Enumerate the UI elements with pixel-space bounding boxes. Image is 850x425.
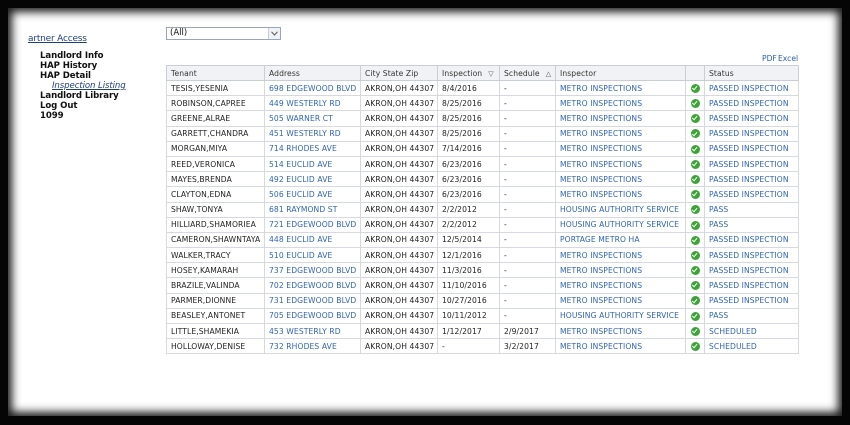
column-header-address[interactable]: Address	[265, 66, 361, 81]
city-state-zip-cell: AKRON,OH 44307	[361, 217, 438, 232]
address-link[interactable]: 737 EDGEWOOD BLVD	[265, 263, 361, 278]
table-row	[167, 339, 799, 354]
table-row	[167, 232, 799, 247]
partner-access-link[interactable]: artner Access	[28, 34, 87, 44]
address-link[interactable]: 453 WESTERLY RD	[265, 324, 361, 339]
city-state-zip-cell: AKRON,OH 44307	[361, 232, 438, 247]
inspection-date-cell: 12/5/2014	[438, 232, 500, 247]
tenant-cell: GARRETT,CHANDRA	[167, 126, 265, 141]
status-icon-cell	[686, 278, 705, 293]
inspection-date-cell: 2/2/2012	[438, 217, 500, 232]
inspector-link[interactable]: PORTAGE METRO HA	[556, 232, 686, 247]
sort-descending-icon[interactable]: ▽	[488, 69, 494, 78]
tenant-cell: HOLLOWAY,DENISE	[167, 339, 265, 354]
status-link[interactable]: PASS	[705, 202, 799, 217]
column-header-inspector[interactable]: Inspector	[556, 66, 686, 81]
inspection-date-cell: 8/4/2016	[438, 81, 500, 96]
status-link[interactable]: PASSED INSPECTION	[705, 156, 799, 171]
inspection-date-cell: -	[438, 339, 500, 354]
column-header-inspection-label: Inspection	[442, 68, 483, 78]
status-link[interactable]: PASSED INSPECTION	[705, 187, 799, 202]
inspection-date-cell: 1/12/2017	[438, 324, 500, 339]
column-header-icon	[686, 66, 705, 81]
city-state-zip-cell: AKRON,OH 44307	[361, 202, 438, 217]
green-check-circle-icon	[691, 221, 700, 230]
inspector-link[interactable]: METRO INSPECTIONS	[556, 248, 686, 263]
inspector-link[interactable]: HOUSING AUTHORITY SERVICE	[556, 308, 686, 323]
address-link[interactable]: 731 EDGEWOOD BLVD	[265, 293, 361, 308]
green-check-circle-icon	[691, 114, 700, 123]
tenant-cell: HILLIARD,SHAMORIEA	[167, 217, 265, 232]
export-pdf-link[interactable]: PDF	[762, 54, 777, 63]
status-link[interactable]: SCHEDULED	[705, 339, 799, 354]
tenant-cell: CAMERON,SHAWNTAYA	[167, 232, 265, 247]
status-icon-cell	[686, 232, 705, 247]
status-link[interactable]: PASSED INSPECTION	[705, 172, 799, 187]
tenant-cell: REED,VERONICA	[167, 156, 265, 171]
status-icon-cell	[686, 156, 705, 171]
status-icon-cell	[686, 187, 705, 202]
status-icon-cell	[686, 111, 705, 126]
table-row	[167, 111, 799, 126]
city-state-zip-cell: AKRON,OH 44307	[361, 141, 438, 156]
inspector-link[interactable]: METRO INSPECTIONS	[556, 96, 686, 111]
address-link[interactable]: 698 EDGEWOOD BLVD	[265, 81, 361, 96]
status-link[interactable]: PASS	[705, 308, 799, 323]
inspector-link[interactable]: METRO INSPECTIONS	[556, 324, 686, 339]
table-row	[167, 217, 799, 232]
green-check-circle-icon	[691, 175, 700, 184]
column-header-status[interactable]: Status	[705, 66, 799, 81]
green-check-circle-icon	[691, 190, 700, 199]
address-link[interactable]: 702 EDGEWOOD BLVD	[265, 278, 361, 293]
inspector-link[interactable]: HOUSING AUTHORITY SERVICE	[556, 217, 686, 232]
city-state-zip-cell: AKRON,OH 44307	[361, 339, 438, 354]
address-link[interactable]: 505 WARNER CT	[265, 111, 361, 126]
inspector-link[interactable]: METRO INSPECTIONS	[556, 156, 686, 171]
inspector-link[interactable]: METRO INSPECTIONS	[556, 293, 686, 308]
table-row	[167, 324, 799, 339]
table-row	[167, 187, 799, 202]
inspection-date-cell: 8/25/2016	[438, 111, 500, 126]
tenant-cell: ROBINSON,CAPREE	[167, 96, 265, 111]
status-link[interactable]: PASSED INSPECTION	[705, 111, 799, 126]
inspection-date-cell: 6/23/2016	[438, 187, 500, 202]
sidebar-item-landlord-library[interactable]: Landlord Library	[40, 91, 119, 101]
schedule-date-cell: -	[500, 187, 556, 202]
city-state-zip-cell: AKRON,OH 44307	[361, 324, 438, 339]
schedule-date-cell: -	[500, 202, 556, 217]
inspector-link[interactable]: METRO INSPECTIONS	[556, 278, 686, 293]
inspector-link[interactable]: HOUSING AUTHORITY SERVICE	[556, 202, 686, 217]
status-icon-cell	[686, 81, 705, 96]
schedule-date-cell: -	[500, 141, 556, 156]
status-icon-cell	[686, 96, 705, 111]
table-row	[167, 263, 799, 278]
table-row	[167, 141, 799, 156]
city-state-zip-cell: AKRON,OH 44307	[361, 126, 438, 141]
city-state-zip-cell: AKRON,OH 44307	[361, 293, 438, 308]
table-row	[167, 96, 799, 111]
tenant-cell: MAYES,BRENDA	[167, 172, 265, 187]
inspector-link[interactable]: METRO INSPECTIONS	[556, 141, 686, 156]
inspection-date-cell: 11/10/2016	[438, 278, 500, 293]
green-check-circle-icon	[691, 312, 700, 321]
schedule-date-cell: -	[500, 217, 556, 232]
schedule-date-cell: -	[500, 96, 556, 111]
city-state-zip-cell: AKRON,OH 44307	[361, 263, 438, 278]
status-icon-cell	[686, 263, 705, 278]
table-row	[167, 278, 799, 293]
tenant-cell: BRAZILE,VALINDA	[167, 278, 265, 293]
inspector-link[interactable]: METRO INSPECTIONS	[556, 111, 686, 126]
schedule-date-cell: -	[500, 232, 556, 247]
inspection-date-cell: 11/3/2016	[438, 263, 500, 278]
sort-ascending-icon[interactable]: △	[545, 69, 552, 78]
status-link[interactable]: PASSED INSPECTION	[705, 263, 799, 278]
status-link[interactable]: PASSED INSPECTION	[705, 81, 799, 96]
address-link[interactable]: 681 RAYMOND ST	[265, 202, 361, 217]
status-icon-cell	[686, 202, 705, 217]
status-icon-cell	[686, 172, 705, 187]
city-state-zip-cell: AKRON,OH 44307	[361, 308, 438, 323]
table-row	[167, 202, 799, 217]
green-check-circle-icon	[691, 160, 700, 169]
schedule-date-cell: -	[500, 111, 556, 126]
inspector-link[interactable]: METRO INSPECTIONS	[556, 81, 686, 96]
table-row	[167, 81, 799, 96]
status-icon-cell	[686, 217, 705, 232]
table-row	[167, 293, 799, 308]
sidebar-item-1099[interactable]: 1099	[40, 111, 64, 121]
city-state-zip-cell: AKRON,OH 44307	[361, 187, 438, 202]
status-link[interactable]: PASSED INSPECTION	[705, 232, 799, 247]
status-icon-cell	[686, 324, 705, 339]
tenant-cell: BEASLEY,ANTONET	[167, 308, 265, 323]
status-icon-cell	[686, 141, 705, 156]
table-header-row	[167, 66, 799, 81]
chevron-down-icon[interactable]	[268, 28, 280, 39]
status-link[interactable]: PASSED INSPECTION	[705, 293, 799, 308]
schedule-date-cell: 3/2/2017	[500, 339, 556, 354]
sidebar-item-hap-detail[interactable]: HAP Detail	[40, 71, 91, 81]
inspection-table	[166, 65, 799, 354]
column-header-schedule[interactable]	[500, 66, 556, 81]
green-check-circle-icon	[691, 236, 700, 245]
schedule-date-cell: -	[500, 172, 556, 187]
tenant-cell: MORGAN,MIYA	[167, 141, 265, 156]
sidebar-item-landlord-info[interactable]: Landlord Info	[40, 51, 104, 61]
inspection-date-cell: 12/1/2016	[438, 248, 500, 263]
address-link[interactable]: 506 EUCLID AVE	[265, 187, 361, 202]
column-header-inspection[interactable]	[438, 66, 500, 81]
status-filter-value: (All)	[170, 28, 188, 38]
tenant-cell: PARMER,DIONNE	[167, 293, 265, 308]
table-row	[167, 156, 799, 171]
status-icon-cell	[686, 293, 705, 308]
status-icon-cell	[686, 339, 705, 354]
tenant-cell: HOSEY,KAMARAH	[167, 263, 265, 278]
inspection-date-cell: 2/2/2012	[438, 202, 500, 217]
status-icon-cell	[686, 248, 705, 263]
table-row	[167, 308, 799, 323]
address-link[interactable]: 705 EDGEWOOD BLVD	[265, 308, 361, 323]
inspection-date-cell: 7/14/2016	[438, 141, 500, 156]
address-link[interactable]: 449 WESTERLY RD	[265, 96, 361, 111]
green-check-circle-icon	[691, 251, 700, 260]
app-frame	[8, 8, 842, 416]
status-link[interactable]: PASSED INSPECTION	[705, 96, 799, 111]
inspector-link[interactable]: METRO INSPECTIONS	[556, 339, 686, 354]
schedule-date-cell: -	[500, 293, 556, 308]
city-state-zip-cell: AKRON,OH 44307	[361, 111, 438, 126]
green-check-circle-icon	[691, 296, 700, 305]
sidebar-item-inspection-listing[interactable]: Inspection Listing	[52, 81, 126, 91]
table-row	[167, 172, 799, 187]
sidebar-item-log-out[interactable]: Log Out	[40, 101, 78, 111]
inspector-link[interactable]: METRO INSPECTIONS	[556, 126, 686, 141]
status-link[interactable]: PASSED INSPECTION	[705, 248, 799, 263]
tenant-cell: SHAW,TONYA	[167, 202, 265, 217]
sidebar-nav	[40, 51, 126, 121]
address-link[interactable]: 721 EDGEWOOD BLVD	[265, 217, 361, 232]
address-link[interactable]: 448 EUCLID AVE	[265, 232, 361, 247]
address-link[interactable]: 492 EUCLID AVE	[265, 172, 361, 187]
city-state-zip-cell: AKRON,OH 44307	[361, 278, 438, 293]
address-link[interactable]: 451 WESTERLY RD	[265, 126, 361, 141]
inspection-date-cell: 6/23/2016	[438, 156, 500, 171]
table-row	[167, 126, 799, 141]
column-header-city-state-zip[interactable]: City State Zip	[361, 66, 438, 81]
green-check-circle-icon	[691, 266, 700, 275]
green-check-circle-icon	[691, 205, 700, 214]
city-state-zip-cell: AKRON,OH 44307	[361, 96, 438, 111]
status-link[interactable]: PASSED INSPECTION	[705, 126, 799, 141]
table-row	[167, 248, 799, 263]
status-link[interactable]: PASSED INSPECTION	[705, 141, 799, 156]
address-link[interactable]: 514 EUCLID AVE	[265, 156, 361, 171]
schedule-date-cell: -	[500, 278, 556, 293]
green-check-circle-icon	[691, 327, 700, 336]
status-link[interactable]: SCHEDULED	[705, 324, 799, 339]
status-icon-cell	[686, 126, 705, 141]
inspection-date-cell: 8/25/2016	[438, 126, 500, 141]
status-filter-select[interactable]	[166, 27, 281, 40]
address-link[interactable]: 732 RHODES AVE	[265, 339, 361, 354]
inspection-date-cell: 8/25/2016	[438, 96, 500, 111]
green-check-circle-icon	[691, 145, 700, 154]
tenant-cell: CLAYTON,EDNA	[167, 187, 265, 202]
city-state-zip-cell: AKRON,OH 44307	[361, 172, 438, 187]
column-header-tenant[interactable]: Tenant	[167, 66, 265, 81]
green-check-circle-icon	[691, 129, 700, 138]
inspection-date-cell: 10/11/2012	[438, 308, 500, 323]
green-check-circle-icon	[691, 84, 700, 93]
status-link[interactable]: PASSED INSPECTION	[705, 278, 799, 293]
schedule-date-cell: -	[500, 156, 556, 171]
schedule-date-cell: 2/9/2017	[500, 324, 556, 339]
green-check-circle-icon	[691, 342, 700, 351]
address-link[interactable]: 714 RHODES AVE	[265, 141, 361, 156]
city-state-zip-cell: AKRON,OH 44307	[361, 248, 438, 263]
inspection-date-cell: 6/23/2016	[438, 172, 500, 187]
city-state-zip-cell: AKRON,OH 44307	[361, 156, 438, 171]
schedule-date-cell: -	[500, 263, 556, 278]
tenant-cell: TESIS,YESENIA	[167, 81, 265, 96]
inspection-date-cell: 10/27/2016	[438, 293, 500, 308]
schedule-date-cell: -	[500, 308, 556, 323]
schedule-date-cell: -	[500, 126, 556, 141]
green-check-circle-icon	[691, 99, 700, 108]
tenant-cell: GREENE,ALRAE	[167, 111, 265, 126]
address-link[interactable]: 510 EUCLID AVE	[265, 248, 361, 263]
inspector-link[interactable]: METRO INSPECTIONS	[556, 187, 686, 202]
export-excel-link[interactable]: Excel	[778, 54, 799, 63]
inspector-link[interactable]: METRO INSPECTIONS	[556, 172, 686, 187]
tenant-cell: WALKER,TRACY	[167, 248, 265, 263]
status-link[interactable]: PASS	[705, 217, 799, 232]
sidebar-item-hap-history[interactable]: HAP History	[40, 61, 98, 71]
column-header-schedule-label: Schedule	[504, 68, 540, 78]
schedule-date-cell: -	[500, 248, 556, 263]
tenant-cell: LITTLE,SHAMEKIA	[167, 324, 265, 339]
inspector-link[interactable]: METRO INSPECTIONS	[556, 263, 686, 278]
green-check-circle-icon	[691, 281, 700, 290]
status-icon-cell	[686, 308, 705, 323]
schedule-date-cell: -	[500, 81, 556, 96]
city-state-zip-cell: AKRON,OH 44307	[361, 81, 438, 96]
